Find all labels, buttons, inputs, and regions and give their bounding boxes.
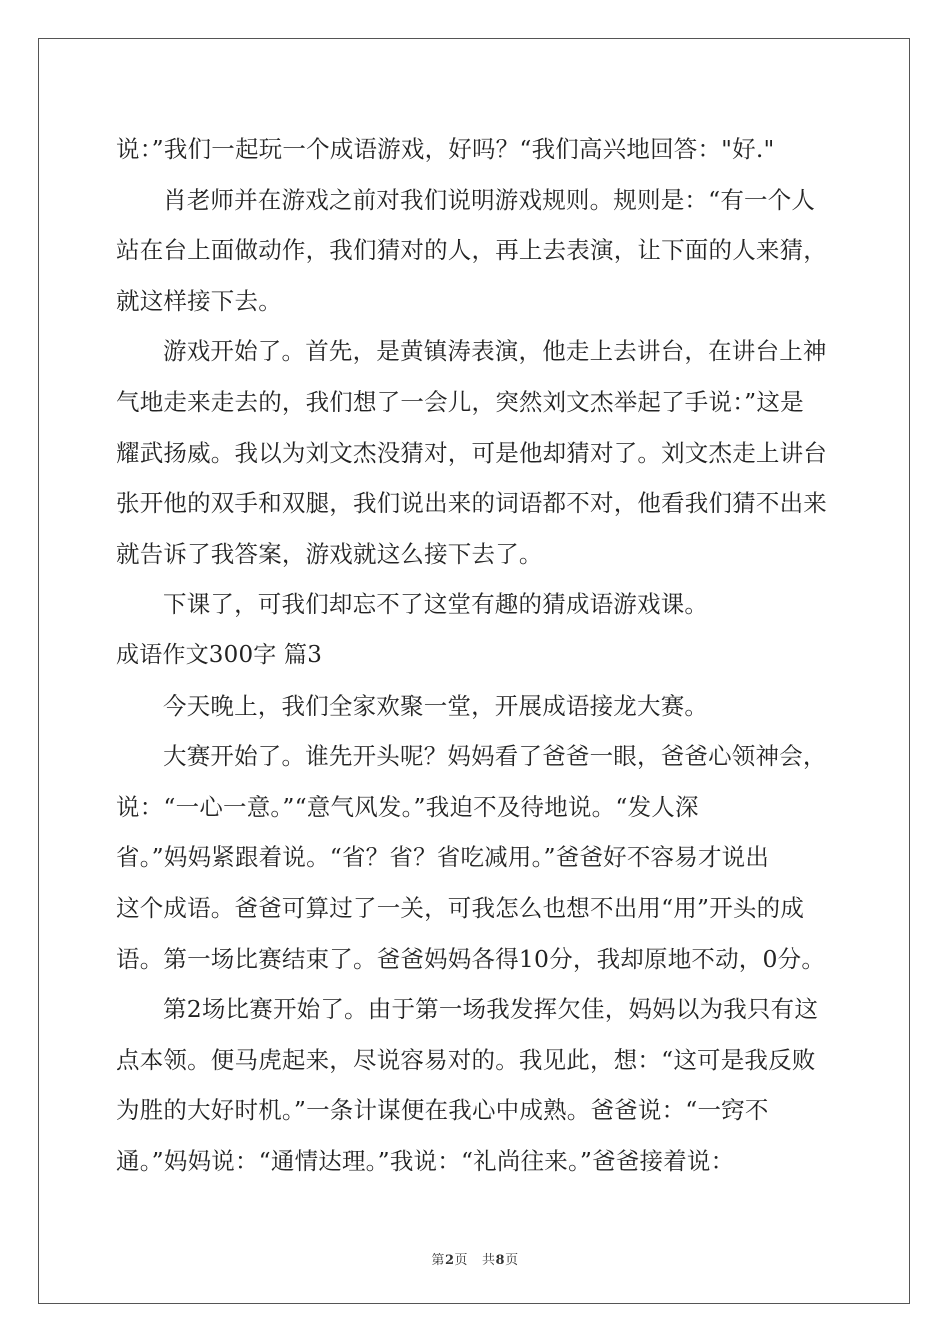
text-line: 语。第一场比赛结束了。爸爸妈妈各得10分，我却原地不动，0分。 [116,944,826,973]
document-body [116,124,836,1186]
total-label-prefix: 共 [482,1253,496,1268]
text-line: 今天晚上，我们全家欢聚一堂，开展成语接龙大赛。 [163,691,709,720]
page-label-prefix: 第 [431,1253,445,1268]
text-line: 下课了，可我们却忘不了这堂有趣的猜成语游戏课。 [163,590,709,619]
text-line: 就这样接下去。 [116,286,282,315]
text-line: 耀武扬威。我以为刘文杰没猜对，可是他却猜对了。刘文杰走上讲台 [116,438,827,467]
total-label-suffix: 页 [505,1253,519,1268]
text-line: 张开他的双手和双腿，我们说出来的词语都不对，他看我们猜不出来 [116,489,827,518]
page-label-suffix: 页 [454,1253,468,1268]
text-line: 说：“一心一意。”“意气风发。”我迫不及待地说。“发人深 [116,792,699,821]
page-footer [0,1249,950,1268]
text-line: 就告诉了我答案，游戏就这么接下去了。 [116,539,543,568]
text-line: 游戏开始了。首先，是黄镇涛表演，他走上去讲台，在讲台上神 [163,337,827,366]
text-line: 气地走来走去的，我们想了一会儿，突然刘文杰举起了手说：”这是 [116,387,804,416]
text-line: 通。”妈妈说：“通情达理。”我说：“礼尚往来。”爸爸接着说： [116,1146,735,1175]
text-line: 大赛开始了。谁先开头呢？妈妈看了爸爸一眼，爸爸心领神会， [163,742,827,771]
text-line: 站在台上面做动作，我们猜对的人，再上去表演，让下面的人来猜， [116,236,827,265]
current-page-number: 2 [444,1253,455,1268]
text-line: 说：”我们一起玩一个成语游戏，好吗？“我们高兴地回答："好." [116,135,775,163]
text-line: 省。”妈妈紧跟着说。“省？省？省吃减用。”爸爸好不容易才说出 [116,843,770,872]
text-line: 肖老师并在游戏之前对我们说明游戏规则。规则是：“有一个人 [163,185,816,214]
total-page-count: 8 [495,1253,506,1268]
text-line: 这个成语。爸爸可算过了一关，可我怎么也想不出用“用”开头的成 [116,893,805,922]
text-line: 点本领。便马虎起来，尽说容易对的。我见此，想：“这可是我反败 [116,1045,816,1074]
text-line: 第2场比赛开始了。由于第一场我发挥欠佳，妈妈以为我只有这 [163,995,819,1024]
text-line: 为胜的大好时机。”一条计谋便在我心中成熟。爸爸说：“一窍不 [116,1096,769,1125]
section-heading: 成语作文300字 篇3 [116,641,323,668]
